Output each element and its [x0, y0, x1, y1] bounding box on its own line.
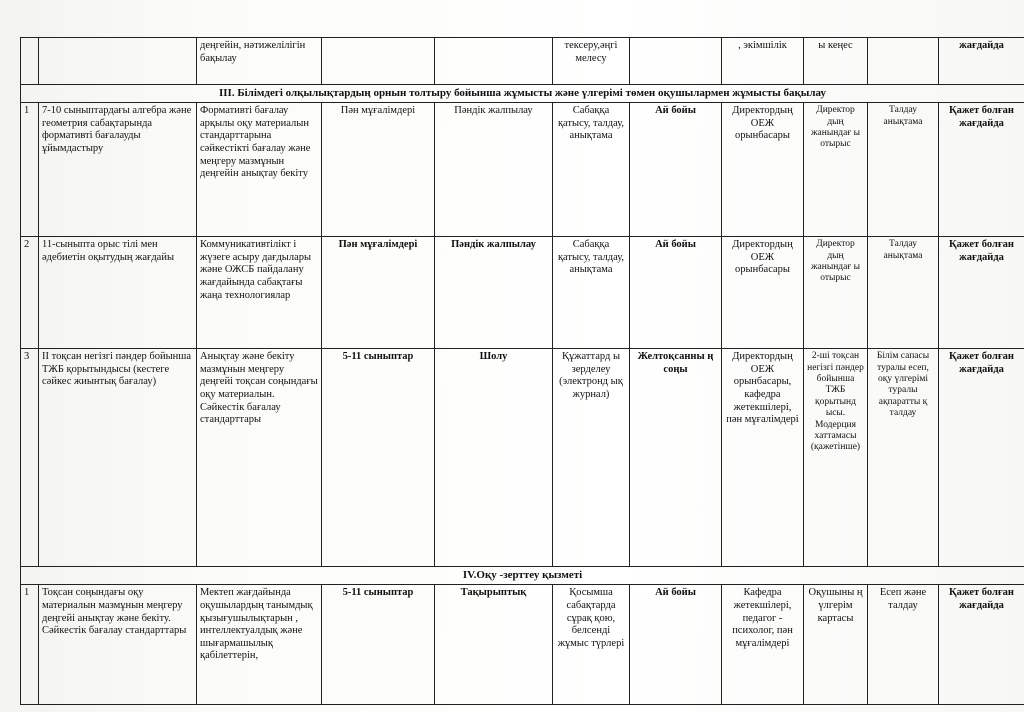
cell-object: Пән мұғалімдері [322, 103, 435, 237]
row-number: 3 [21, 349, 39, 567]
cell-object: 5-11 сыныптар [322, 349, 435, 567]
cell-responsible: Директордың ОЕЖ орынбасары, кафедра жетекшілері, пән мұғалімдері [722, 349, 804, 567]
cell-result: Есеп және талдау [868, 585, 939, 705]
cell-object: Пән мұғалімдері [322, 237, 435, 349]
row-number: 1 [21, 585, 39, 705]
cell-responsible: Кафедра жетекшілері, педагог - психолог, пән мұғалімдері [722, 585, 804, 705]
cell-term [630, 38, 722, 85]
cell-goal: Формативті бағалау арқылы оқу материалын стандарттарына сәйкестікті бағалау және меңгеру мазмұнын деңгейін анықтау бекіту [197, 103, 322, 237]
cell-type: Шолу [435, 349, 553, 567]
row-number: 2 [21, 237, 39, 349]
cell-goal: деңгейін, нәтижелілігін бақылау [197, 38, 322, 85]
table-row [21, 237, 1024, 349]
cell-topic: Тоқсан соңындағы оқу материалын мазмұнын меңгеру деңгейі анықтау және бекіту. Сәйкестік бағалау стандарттары [39, 585, 197, 705]
table-row [21, 585, 1024, 705]
cell-review: Директор дың жанындағ ы отырыс [804, 237, 868, 349]
cell-topic: II тоқсан негізгі пәндер бойынша ТЖБ қорытындысы (кестеге сәйкес жиынтық бағалау) [39, 349, 197, 567]
section-header-row [21, 85, 1024, 103]
cell-method: Сабаққа қатысу, талдау, анықтама [553, 103, 630, 237]
cell-responsible: , экімшілік [722, 38, 804, 85]
cell-type: Тақырыптық [435, 585, 553, 705]
cell-term: Ай бойы [630, 103, 722, 237]
cell-goal: Анықтау және бекіту мазмұнын меңгеру деңгейі тоқсан соңындағы оқу материалын. Сәйкестік бағалау стандарттары [197, 349, 322, 567]
cell-topic [39, 38, 197, 85]
cell-result: Талдау анықтама [868, 237, 939, 349]
cell-method: тексеру,әңгі мелесу [553, 38, 630, 85]
cell-term: Желтоқсанны ң соңы [630, 349, 722, 567]
plan-table-sheet [20, 37, 1024, 712]
cell-decision: Қажет болған жағдайда [939, 585, 1024, 705]
plan-table [20, 37, 1024, 705]
cell-review: Оқушыны ң үлгерім картасы [804, 585, 868, 705]
cell-responsible: Директордың ОЕЖ орынбасары [722, 237, 804, 349]
cell-term: Ай бойы [630, 237, 722, 349]
section-header-row [21, 567, 1024, 585]
table-row [21, 103, 1024, 237]
cell-result: Талдау анықтама [868, 103, 939, 237]
cell-topic: 7-10 сыныптардағы алгебра және геометрия сабақтарында формативті бағалауды ұйымдастыру [39, 103, 197, 237]
cell-method: Сабаққа қатысу, талдау, анықтама [553, 237, 630, 349]
table-row [21, 38, 1024, 85]
section-title-3: III. Білімдегі олқылықтардың орнын толтыру бойынша жұмысты және үлгерімі төмен оқушылармен жұмысты бақылау [21, 85, 1024, 103]
cell-review: ы кеңес [804, 38, 868, 85]
cell-type [435, 38, 553, 85]
cell-topic: 11-сыныпта орыс тілі мен әдебиетін оқытудың жағдайы [39, 237, 197, 349]
cell-goal: Мектеп жағдайында оқушылардың танымдық қызығушылықтарын , интеллектуалдық және шығармашылық қабілеттерін, [197, 585, 322, 705]
cell-type: Пәндік жалпылау [435, 103, 553, 237]
cell-object: 5-11 сыныптар [322, 585, 435, 705]
row-number: 1 [21, 103, 39, 237]
cell-type: Пәндік жалпылау [435, 237, 553, 349]
cell-decision: Қажет болған жағдайда [939, 103, 1024, 237]
cell-responsible: Директордың ОЕЖ орынбасары [722, 103, 804, 237]
cell-goal: Коммуникативтілікт і жүзеге асыру дағдылары және ОЖСБ пайдалану жағдайында сабақтағы жаңа технологиялар [197, 237, 322, 349]
cell-review: Директор дың жанындағ ы отырыс [804, 103, 868, 237]
cell-decision: Қажет болған жағдайда [939, 237, 1024, 349]
cell-method: Қосымша сабақтарда сұрақ қою, белсенді жұмыс түрлері [553, 585, 630, 705]
cell-decision: Қажет болған жағдайда [939, 349, 1024, 567]
cell-num [21, 38, 39, 85]
section-title-4: IV.Оқу -зерттеу қызметі [21, 567, 1024, 585]
cell-review: 2-ші тоқсан негізгі пәндер бойынша ТЖБ қорытынд ысы. Модерция хаттамасы (қажетінше) [804, 349, 868, 567]
table-row [21, 349, 1024, 567]
cell-method: Құжаттард ы зерделеу (электронд ық журнал) [553, 349, 630, 567]
cell-result: Білім сапасы туралы есеп, оқу үлгерімі туралы ақпаратты қ талдау [868, 349, 939, 567]
cell-term: Ай бойы [630, 585, 722, 705]
cell-result [868, 38, 939, 85]
cell-decision: жағдайда [939, 38, 1024, 85]
cell-object [322, 38, 435, 85]
